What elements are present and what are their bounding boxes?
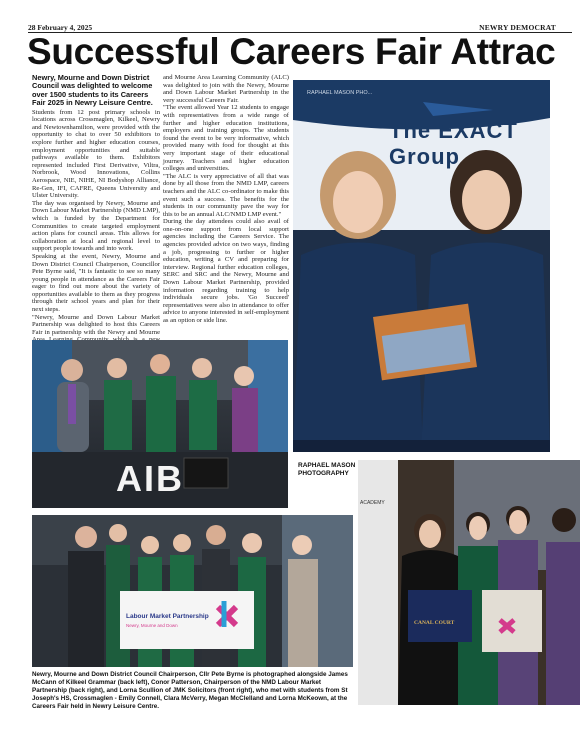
article-lead: Newry, Mourne and Down District Council was delighted to welcome over 1500 students to its Careers Fair 2025 in Newry Leisure Centre. bbox=[32, 73, 153, 108]
aib-sign: AIB bbox=[116, 458, 184, 499]
article-paragraph: The day was organised by Newry, Mourne and Down Labour Market Partnership (NMD LMP), which is funded by the Department for Communities to create targeted employment action plans for council areas. This allows for collaboration at local and regional level to support people towards and into work. bbox=[32, 199, 160, 253]
article-column-2 bbox=[163, 74, 289, 338]
headline: Successful Careers Fair Attrac bbox=[27, 31, 556, 72]
exact-photo-credit-overlay: RAPHAEL MASON PHO... bbox=[307, 90, 373, 96]
photo-canal-court bbox=[358, 460, 580, 705]
article-paragraph: "The event allowed Year 12 students to engage with representatives from a wide range of further and higher education institutions, employers and training groups. The students found the event to be very informative, which provided many with food for thought at this very important stage of their educational journey. Teachers and higher education colleges and universities. bbox=[163, 104, 289, 173]
photo-aib-stand bbox=[32, 340, 288, 508]
article-paragraph: Students from 12 post primary schools in locations across Crossmaglen, Kilkeel, Newry and Newtownhamilton, were provided with the opportunity to chat to over 50 exhibitors to explore further and higher education courses, employment opportunities and suitable pathways available to them. Exhibitors represented included First Derivative, Viltra, Norbrook, Wood Innovations, Collins Aerospace, NIE, NIHE, NI Bodyshop Alliance, Re-Gen, IFI, CAFRE, Queens University and Ulster University. bbox=[32, 108, 160, 200]
photo-labour-market-partnership bbox=[32, 515, 353, 667]
newspaper-name: NEWRY DEMOCRAT bbox=[479, 23, 556, 32]
photo-lmp-illustration bbox=[32, 515, 353, 667]
article-paragraph: During the day attendees could also avail of one-on-one support from local support agencies including the Careers Service. The agencies provided advice on two ways, finding a job, progressing to further or higher education, writing a CV and preparing for interview. Regional further education colleges, SERC and SRC and the Newry, Mourne and Down Labour Market Partnership, provided information regarding training to help individuals secure jobs. 'Go Succeed' representatives were also in attendance to offer advice to anyone interested in self-employment as an option or side line. bbox=[163, 218, 289, 324]
photo-exact-group bbox=[293, 80, 550, 452]
article-column-1 bbox=[32, 74, 160, 338]
lmp-sign-line1: Labour Market Partnership bbox=[126, 613, 209, 620]
article-paragraph: Speaking at the event, Newry, Mourne and Down District Council Chairperson, Councillor Pete Byrne said, "It is fantastic to see so many young people in attendance as the Careers Fair eager to find out more about the variety of opportunities available to them as they progress through their school years and plan for their next steps. bbox=[32, 252, 160, 314]
photo-credit: RAPHAEL MASON PHOTOGRAPHY bbox=[298, 462, 356, 477]
issue-date: 28 February 4, 2025 bbox=[28, 23, 93, 32]
photo-canal-illustration bbox=[358, 460, 580, 705]
exact-banner-text: The EXACT Group bbox=[389, 118, 518, 169]
academy-banner-text: ACADEMY bbox=[360, 500, 385, 506]
photo-caption: Newry, Mourne and Down District Council Chairperson, Cllr Pete Byrne is photographed alongside James McCann of Kilkeel Grammar (back left), Conor Patterson, Chairperson of the NMD Labour Market Partnership (back right), and Lorna Scullion of JMK Solicitors (front right), who met with students from St Joseph's HS, Crossmaglen - Emily Connell, Clara McVerry, Megan McClelland and Lorna McKeown, at the Careers Fair held in Newry Leisure Centre. bbox=[32, 671, 348, 710]
canal-court-bag-text: CANAL COURT bbox=[414, 620, 455, 626]
article-paragraph: "Newry, Mourne and Down Labour Market Partnership was delighted to host this Careers Fair in partnership with the Newry and Mourne bbox=[32, 313, 160, 336]
article-paragraph: "The ALC is very appreciative of all that was done by all those from the NMD LMP, careers teachers and the ALC co-ordinator to make this event such a success. The benefits for the students in our community pave the way for this to be an annual ALC/NMD LMP event." bbox=[163, 172, 289, 218]
lmp-sign-line2: Newry, Mourne and Down bbox=[126, 623, 178, 628]
article-paragraph: and Mourne Area Learning Community (ALC) was delighted to join with the Newry, Mourne and Down Labour Market Partnership in the very successful Careers Fair. bbox=[163, 74, 289, 104]
